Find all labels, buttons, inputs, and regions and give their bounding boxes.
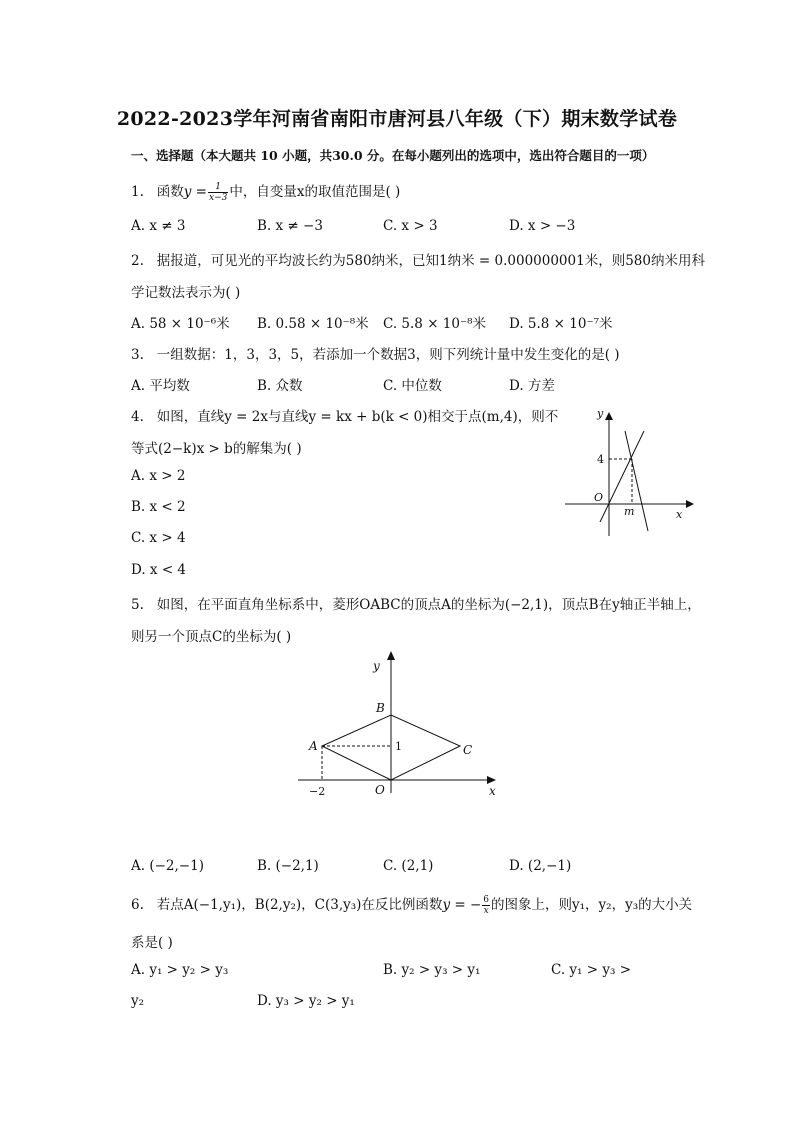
option-c[interactable]: C. y₁ > y₃ > — [551, 962, 632, 978]
question-text: 若点A(−1,y₁)，B(2,y₂)，C(3,y₃)在反比例函数 — [156, 897, 443, 913]
question-text: 中，自变量x的取值范围是( ) — [229, 184, 401, 200]
origin-label: O — [594, 491, 604, 504]
question-4 — [131, 405, 558, 425]
option-d[interactable]: D. x < 4 — [131, 562, 187, 578]
option-b[interactable]: B. y₂ > y₃ > y₁ — [383, 962, 481, 978]
vertex-label-b: B — [376, 701, 385, 715]
x-axis-label: x — [676, 508, 683, 521]
question-number: 2. — [131, 253, 144, 269]
fraction-denominator: x — [483, 906, 489, 916]
question-5 — [131, 593, 701, 613]
fraction — [208, 182, 228, 203]
x-axis-arrow-icon — [686, 500, 694, 508]
option-d[interactable]: D. y₃ > y₂ > y₁ — [257, 993, 355, 1009]
y-axis-label: y — [373, 659, 380, 673]
question-number: 5. — [131, 597, 144, 613]
option-a[interactable]: A. 58 × 10⁻⁶米 — [131, 316, 230, 332]
vertex-label-c: C — [463, 743, 473, 757]
question-text: 函数 — [156, 184, 184, 200]
question-number: 1. — [131, 184, 144, 200]
question-number: 3. — [131, 347, 144, 363]
option-c[interactable]: C. 5.8 × 10⁻⁸米 — [383, 316, 487, 332]
option-c-cont: y₂ — [131, 993, 145, 1009]
tick-label-m: m — [624, 505, 635, 518]
option-b[interactable]: B. x ≠ −3 — [257, 218, 323, 234]
option-c[interactable]: C. x > 4 — [131, 530, 186, 546]
option-a[interactable]: A. x > 2 — [131, 468, 186, 484]
math-lhs: y = — [183, 184, 207, 200]
question-1 — [131, 180, 400, 203]
y-axis-arrow-icon — [605, 412, 613, 420]
x-axis-label: x — [489, 784, 496, 798]
fraction-numerator: 1 — [208, 182, 228, 193]
x-axis-arrow-icon — [487, 776, 496, 784]
y-axis-label: y — [597, 407, 604, 420]
fraction — [482, 895, 490, 916]
question-text: 的图象上，则y₁，y₂，y₃的大小关 — [491, 897, 693, 913]
option-b[interactable]: B. (−2,1) — [257, 858, 319, 874]
option-c[interactable]: C. x > 3 — [383, 218, 438, 234]
option-a[interactable]: A. x ≠ 3 — [131, 218, 186, 234]
option-b[interactable]: B. 众数 — [257, 378, 303, 394]
option-d[interactable]: D. 5.8 × 10⁻⁷米 — [509, 316, 613, 332]
line-y-2x — [600, 431, 644, 522]
page-title: 2022-2023学年河南省南阳市唐河县八年级（下）期末数学试卷 — [116, 108, 678, 130]
math-lhs: y = − — [442, 897, 482, 913]
option-a[interactable]: A. 平均数 — [131, 378, 190, 394]
q5-figure — [290, 645, 510, 805]
tick-label-4: 4 — [597, 453, 604, 466]
option-d[interactable]: D. x > −3 — [509, 218, 576, 234]
option-c[interactable]: C. (2,1) — [383, 858, 434, 874]
option-a[interactable]: A. y₁ > y₂ > y₃ — [131, 962, 229, 978]
option-d[interactable]: D. 方差 — [509, 378, 555, 394]
fraction-denominator: x−3 — [209, 193, 228, 203]
section-heading: 一、选择题（本大题共 10 小题，共30.0 分。在每小题列出的选项中，选出符合题目的一项） — [131, 148, 655, 163]
q4-figure — [560, 400, 700, 540]
tick-label-neg2: −2 — [309, 785, 326, 798]
tick-label-1: 1 — [395, 740, 402, 753]
y-axis-arrow-icon — [387, 651, 395, 660]
question-3 — [131, 343, 620, 363]
question-text: 如图，直线y = 2x与直线y = kx + b(k < 0)相交于点(m,4)，则不 — [156, 409, 559, 425]
question-number: 4. — [131, 409, 144, 425]
question-2-cont: 学记数法表示为( ) — [131, 285, 241, 301]
question-text: 如图，在平面直角坐标系中，菱形OABC的顶点A的坐标为(−2,1)，顶点B在y轴正半轴上， — [156, 597, 701, 613]
option-c[interactable]: C. 中位数 — [383, 378, 442, 394]
option-b[interactable]: B. 0.58 × 10⁻⁸米 — [257, 316, 369, 332]
question-number: 6. — [131, 897, 144, 913]
fraction-numerator: 6 — [483, 895, 490, 905]
vertex-label-a: A — [309, 739, 318, 753]
question-5-cont: 则另一个顶点C的坐标为( ) — [131, 629, 292, 645]
option-a[interactable]: A. (−2,−1) — [131, 858, 204, 874]
option-b[interactable]: B. x < 2 — [131, 499, 186, 515]
question-text: 一组数据：1，3，3，5，若添加一个数据3，则下列统计量中发生变化的是( ) — [156, 347, 620, 363]
question-2 — [131, 249, 705, 269]
question-4-cont: 等式(2−k)x > b的解集为( ) — [131, 441, 302, 457]
question-6 — [131, 893, 692, 916]
question-text: 据报道，可见光的平均波长约为580纳米，已知1纳米 = 0.000000001米，则580纳米用科 — [156, 253, 705, 269]
origin-label: O — [375, 783, 385, 797]
option-d[interactable]: D. (2,−1) — [509, 858, 572, 874]
question-6-cont: 系是( ) — [131, 935, 173, 951]
